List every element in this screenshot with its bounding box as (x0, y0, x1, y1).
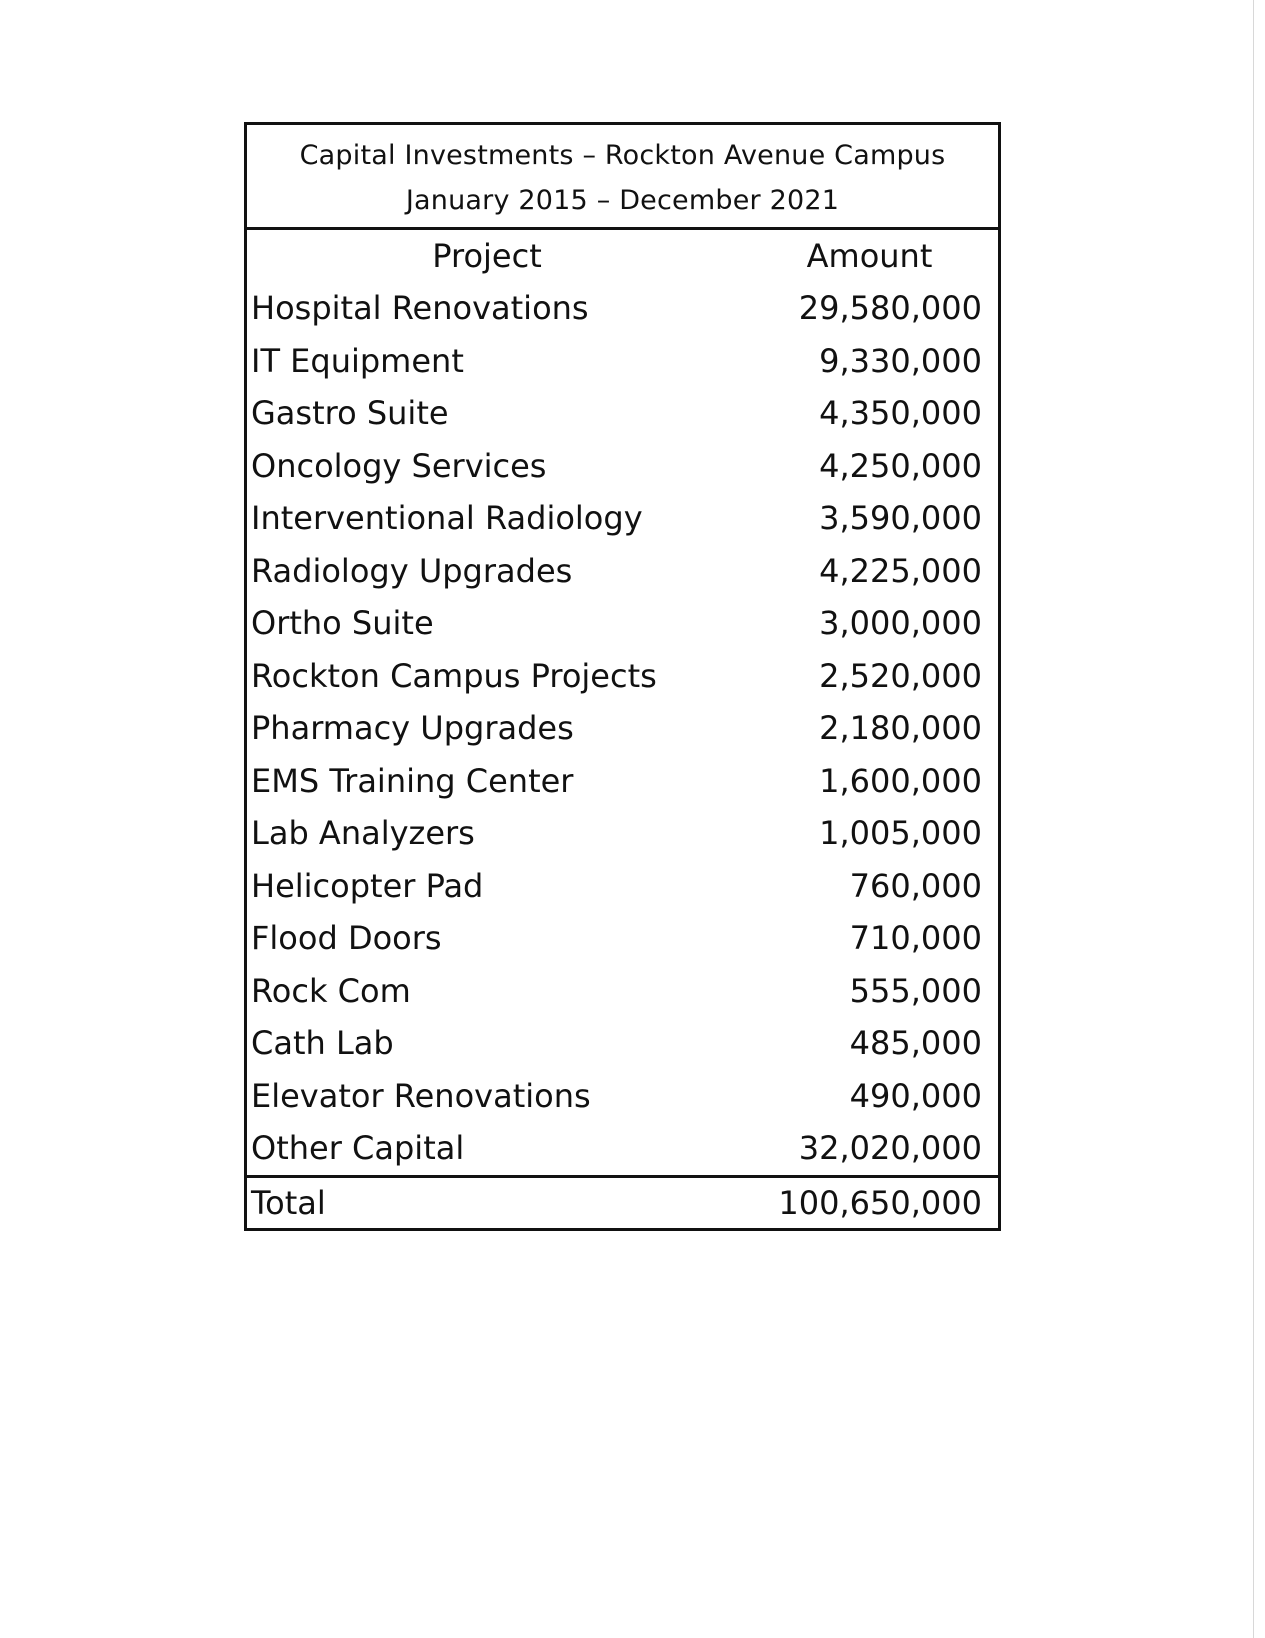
project-name: Radiology Upgrades (251, 551, 573, 590)
table-row (247, 1017, 998, 1070)
project-name: Oncology Services (251, 446, 547, 485)
project-amount: 1,600,000 (819, 761, 982, 800)
project-name: Pharmacy Upgrades (251, 709, 574, 748)
project-name: Lab Analyzers (251, 814, 475, 853)
project-amount: 3,590,000 (819, 499, 982, 538)
table-row (247, 1070, 998, 1123)
project-name: Cath Lab (251, 1024, 394, 1063)
project-amount: 485,000 (849, 1024, 982, 1063)
project-amount: 9,330,000 (819, 341, 982, 380)
table-row (247, 965, 998, 1018)
table-row (247, 912, 998, 965)
project-name: EMS Training Center (251, 761, 574, 800)
table-row (247, 860, 998, 913)
project-name: Ortho Suite (251, 604, 434, 643)
total-row (247, 1175, 998, 1228)
project-amount: 710,000 (849, 919, 982, 958)
project-amount: 2,520,000 (819, 656, 982, 695)
project-amount: 490,000 (849, 1076, 982, 1115)
column-header-row (247, 230, 998, 282)
project-amount: 4,350,000 (819, 394, 982, 433)
table-row (247, 597, 998, 650)
table-row (247, 650, 998, 703)
table-row (247, 807, 998, 860)
table-row (247, 440, 998, 493)
project-name: Rockton Campus Projects (251, 656, 657, 695)
total-label: Total (251, 1183, 326, 1222)
project-name: Interventional Radiology (251, 499, 643, 538)
table-row (247, 1122, 998, 1175)
project-amount: 32,020,000 (798, 1129, 982, 1168)
table-row (247, 387, 998, 440)
project-amount: 2,180,000 (819, 709, 982, 748)
project-name: Rock Com (251, 971, 411, 1010)
project-amount: 1,005,000 (819, 814, 982, 853)
project-amount: 3,000,000 (819, 604, 982, 643)
project-amount: 4,250,000 (819, 446, 982, 485)
project-name: Flood Doors (251, 919, 442, 958)
project-name: IT Equipment (251, 341, 464, 380)
project-name: Elevator Renovations (251, 1076, 591, 1115)
project-column-header: Project (432, 237, 542, 275)
table-row (247, 702, 998, 755)
table-row (247, 755, 998, 808)
table-row (247, 282, 998, 335)
project-amount: 555,000 (849, 971, 982, 1010)
table-row (247, 545, 998, 598)
table-title-block (247, 125, 998, 230)
page-edge-line (1253, 0, 1254, 1638)
table-row (247, 492, 998, 545)
project-name: Other Capital (251, 1129, 465, 1168)
table-row (247, 335, 998, 388)
project-amount: 29,580,000 (798, 289, 982, 328)
project-amount: 4,225,000 (819, 551, 982, 590)
project-name: Hospital Renovations (251, 289, 589, 328)
project-name: Gastro Suite (251, 394, 449, 433)
table-subtitle: January 2015 – December 2021 (405, 185, 840, 216)
project-name: Helicopter Pad (251, 866, 484, 905)
total-amount: 100,650,000 (778, 1183, 982, 1222)
project-amount: 760,000 (849, 866, 982, 905)
amount-column-header: Amount (806, 237, 933, 275)
table-title: Capital Investments – Rockton Avenue Campus (299, 140, 946, 171)
capital-investments-table (244, 122, 1001, 1231)
